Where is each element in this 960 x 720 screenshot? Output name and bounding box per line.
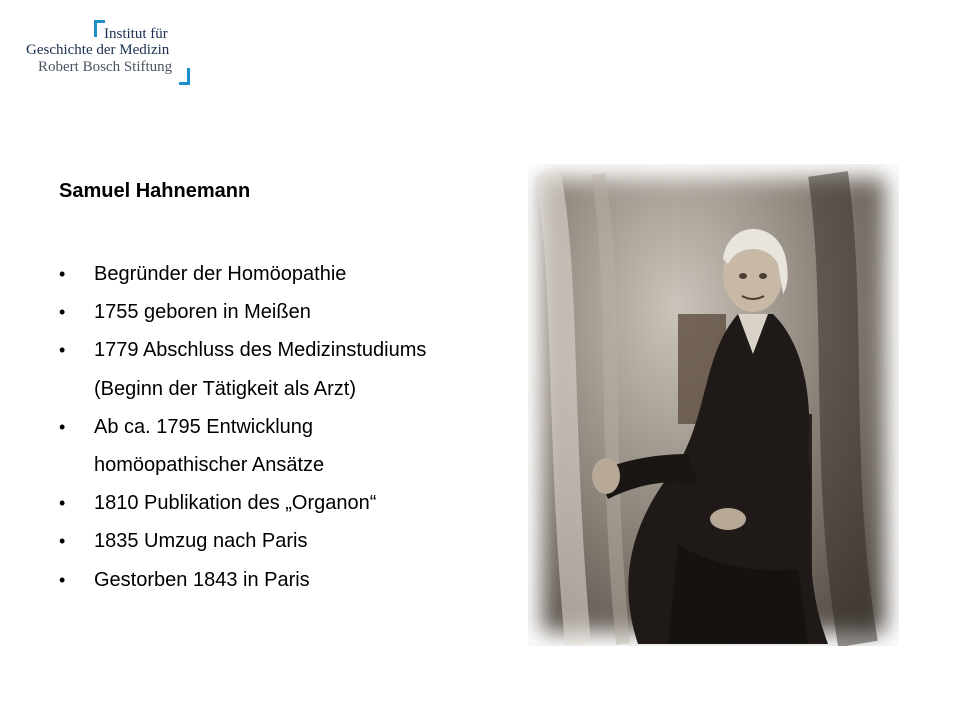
bullet-marker-icon: • xyxy=(59,340,66,361)
bullet-marker-icon: • xyxy=(59,302,66,323)
bullet-item xyxy=(59,561,509,599)
logo-text-line-2: Geschichte der Medizin xyxy=(26,42,170,58)
slide-title: Samuel Hahnemann xyxy=(59,180,251,202)
bullet-list xyxy=(59,255,509,599)
institute-logo xyxy=(24,20,194,86)
bullet-text: 1810 Publikation des „Organon“ xyxy=(94,492,377,515)
bullet-text: Gestorben 1843 in Paris xyxy=(94,568,310,591)
bullet-text: 1755 geboren in Meißen xyxy=(94,301,311,324)
bullet-item xyxy=(59,331,509,407)
bullet-text: 1835 Umzug nach Paris xyxy=(94,530,308,553)
bullet-item xyxy=(59,255,509,293)
logo-text-line-3: Robert Bosch Stiftung xyxy=(38,59,173,75)
portrait-illustration xyxy=(528,164,899,646)
bullet-marker-icon: • xyxy=(59,416,66,437)
logo-bracket-bottom-icon xyxy=(179,68,190,85)
bullet-item xyxy=(59,293,509,331)
bullet-item xyxy=(59,522,509,560)
portrait-photo xyxy=(528,164,899,646)
logo-text-line-1: Institut für xyxy=(104,26,168,42)
bullet-item xyxy=(59,484,509,522)
bullet-text: 1779 Abschluss des Medizinstudiums xyxy=(94,339,427,362)
bullet-text-continuation: homöopathischer Ansätze xyxy=(94,454,325,477)
bullet-text-continuation: (Beginn der Tätigkeit als Arzt) xyxy=(94,377,356,400)
bullet-marker-icon: • xyxy=(59,569,66,590)
bullet-text: Begründer der Homöopathie xyxy=(94,263,347,285)
bullet-item xyxy=(59,408,509,484)
bullet-text: Ab ca. 1795 Entwicklung xyxy=(94,415,314,438)
bullet-marker-icon: • xyxy=(59,264,66,284)
bullet-marker-icon: • xyxy=(59,493,66,514)
portrait-photo-frame xyxy=(522,160,905,650)
bullet-marker-icon: • xyxy=(59,531,66,552)
